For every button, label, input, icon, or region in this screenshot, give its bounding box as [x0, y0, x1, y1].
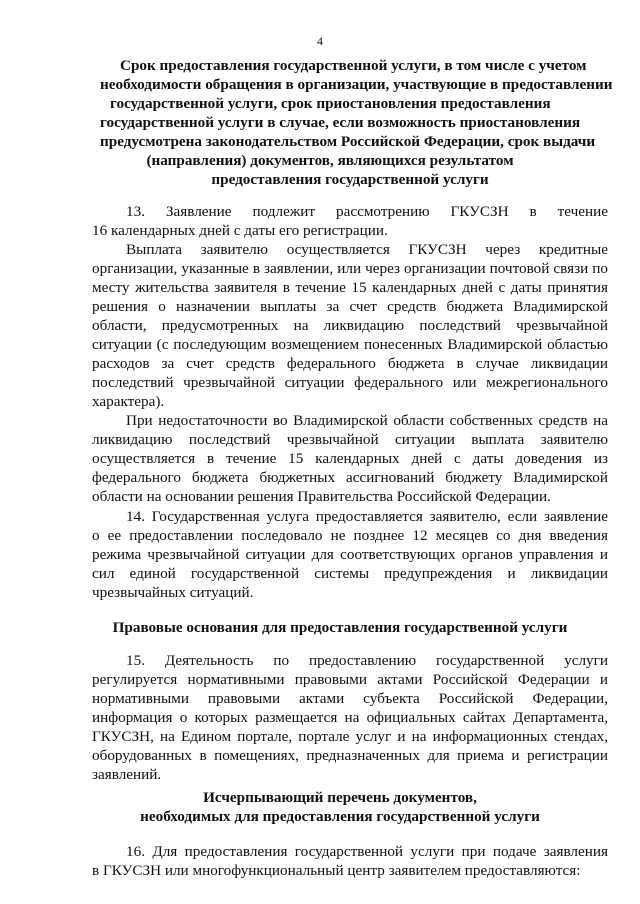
- text-line: области, предусмотренных на ликвидацию последствий чрезвычайной: [92, 317, 608, 334]
- section-heading-legal-basis: Правовые основания для предоставления государственной услуги: [112, 619, 568, 636]
- text-line: сил единой государственной системы предупреждения и ликвидации: [92, 565, 608, 582]
- text-line: информация о которых размещается на официальных сайтах Департамента,: [92, 709, 608, 726]
- text-line: ликвидацию последствий чрезвычайной ситуации выплата заявителю: [92, 431, 608, 448]
- page-number: 4: [317, 34, 323, 48]
- text-line: 16. Для предоставления государственной услуги при подаче заявления: [126, 843, 608, 860]
- text-line: области на основании решения Правительства Российской Федерации.: [92, 488, 551, 505]
- heading-line: предусмотрена законодательством Российской Федерации, срок выдачи: [100, 133, 596, 150]
- text-line: заявлений.: [92, 766, 162, 783]
- heading-line: Срок предоставления государственной услуги, в том числе с учетом: [120, 57, 587, 74]
- text-line: о ее предоставлении последовало не позднее 12 месяцев со дня введения: [92, 527, 608, 544]
- text-line: При недостаточности во Владимирской области собственных средств на: [126, 412, 608, 429]
- text-line: Выплата заявителю осуществляется ГКУСЗН через кредитные: [126, 241, 608, 258]
- text-line: в ГКУСЗН или многофункциональный центр заявителем предоставляются:: [92, 862, 581, 879]
- text-line: 14. Государственная услуга предоставляется заявителю, если заявление: [126, 508, 608, 525]
- heading-line: необходимых для предоставления государственной услуги: [140, 808, 540, 825]
- text-line: месту жительства заявителя в течение 15 календарных дней с даты принятия: [92, 279, 608, 296]
- text-line: решения о назначении выплаты за счет средств бюджета Владимирской: [92, 298, 608, 315]
- text-line: характера).: [92, 393, 165, 410]
- text-line: осуществляется в течение 15 календарных дней с даты доведения из: [92, 450, 608, 467]
- text-line: последствий чрезвычайной ситуации федерального или межрегионального: [92, 374, 608, 391]
- heading-line: (направления) документов, являющихся результатом: [146, 152, 514, 169]
- text-line: чрезвычайных ситуаций.: [92, 584, 254, 601]
- text-line: 16 календарных дней с даты его регистрации.: [92, 222, 388, 239]
- heading-line: государственной услуги в случае, если возможность приостановления: [100, 114, 581, 131]
- text-line: оборудованных в помещениях, предназначенных для приема и регистрации: [92, 747, 608, 764]
- text-line: федерального бюджета бюджетных ассигнований бюджету Владимирской: [92, 469, 608, 486]
- text-line: режима чрезвычайной ситуации для соответствующих органов управления и: [92, 546, 608, 563]
- heading-line: необходимости обращения в организации, участвующие в предоставлении: [100, 76, 613, 93]
- text-line: нормативными правовыми актами субъекта Российской Федерации,: [92, 690, 608, 707]
- text-line: 15. Деятельность по предоставлению государственной услуги: [126, 652, 608, 669]
- heading-line: Исчерпывающий перечень документов,: [203, 789, 477, 806]
- text-line: ГКУСЗН, на Едином портале, портале услуг и на информационных стендах,: [92, 728, 608, 745]
- text-line: 13. Заявление подлежит рассмотрению ГКУСЗН в течение: [126, 203, 608, 220]
- heading-line: предоставления государственной услуги: [211, 171, 489, 188]
- text-line: организации, указанные в заявлении, или через организации почтовой связи по: [92, 260, 608, 277]
- text-line: расходов за счет средств федерального бюджета в случае ликвидации: [92, 355, 608, 372]
- heading-line: государственной услуги, срок приостановления предоставления: [110, 95, 551, 112]
- text-line: ситуации (с последующим возмещением понесенных Владимирской областью: [92, 336, 608, 353]
- text-line: регулируется нормативными правовыми актами Российской Федерации и: [92, 671, 608, 688]
